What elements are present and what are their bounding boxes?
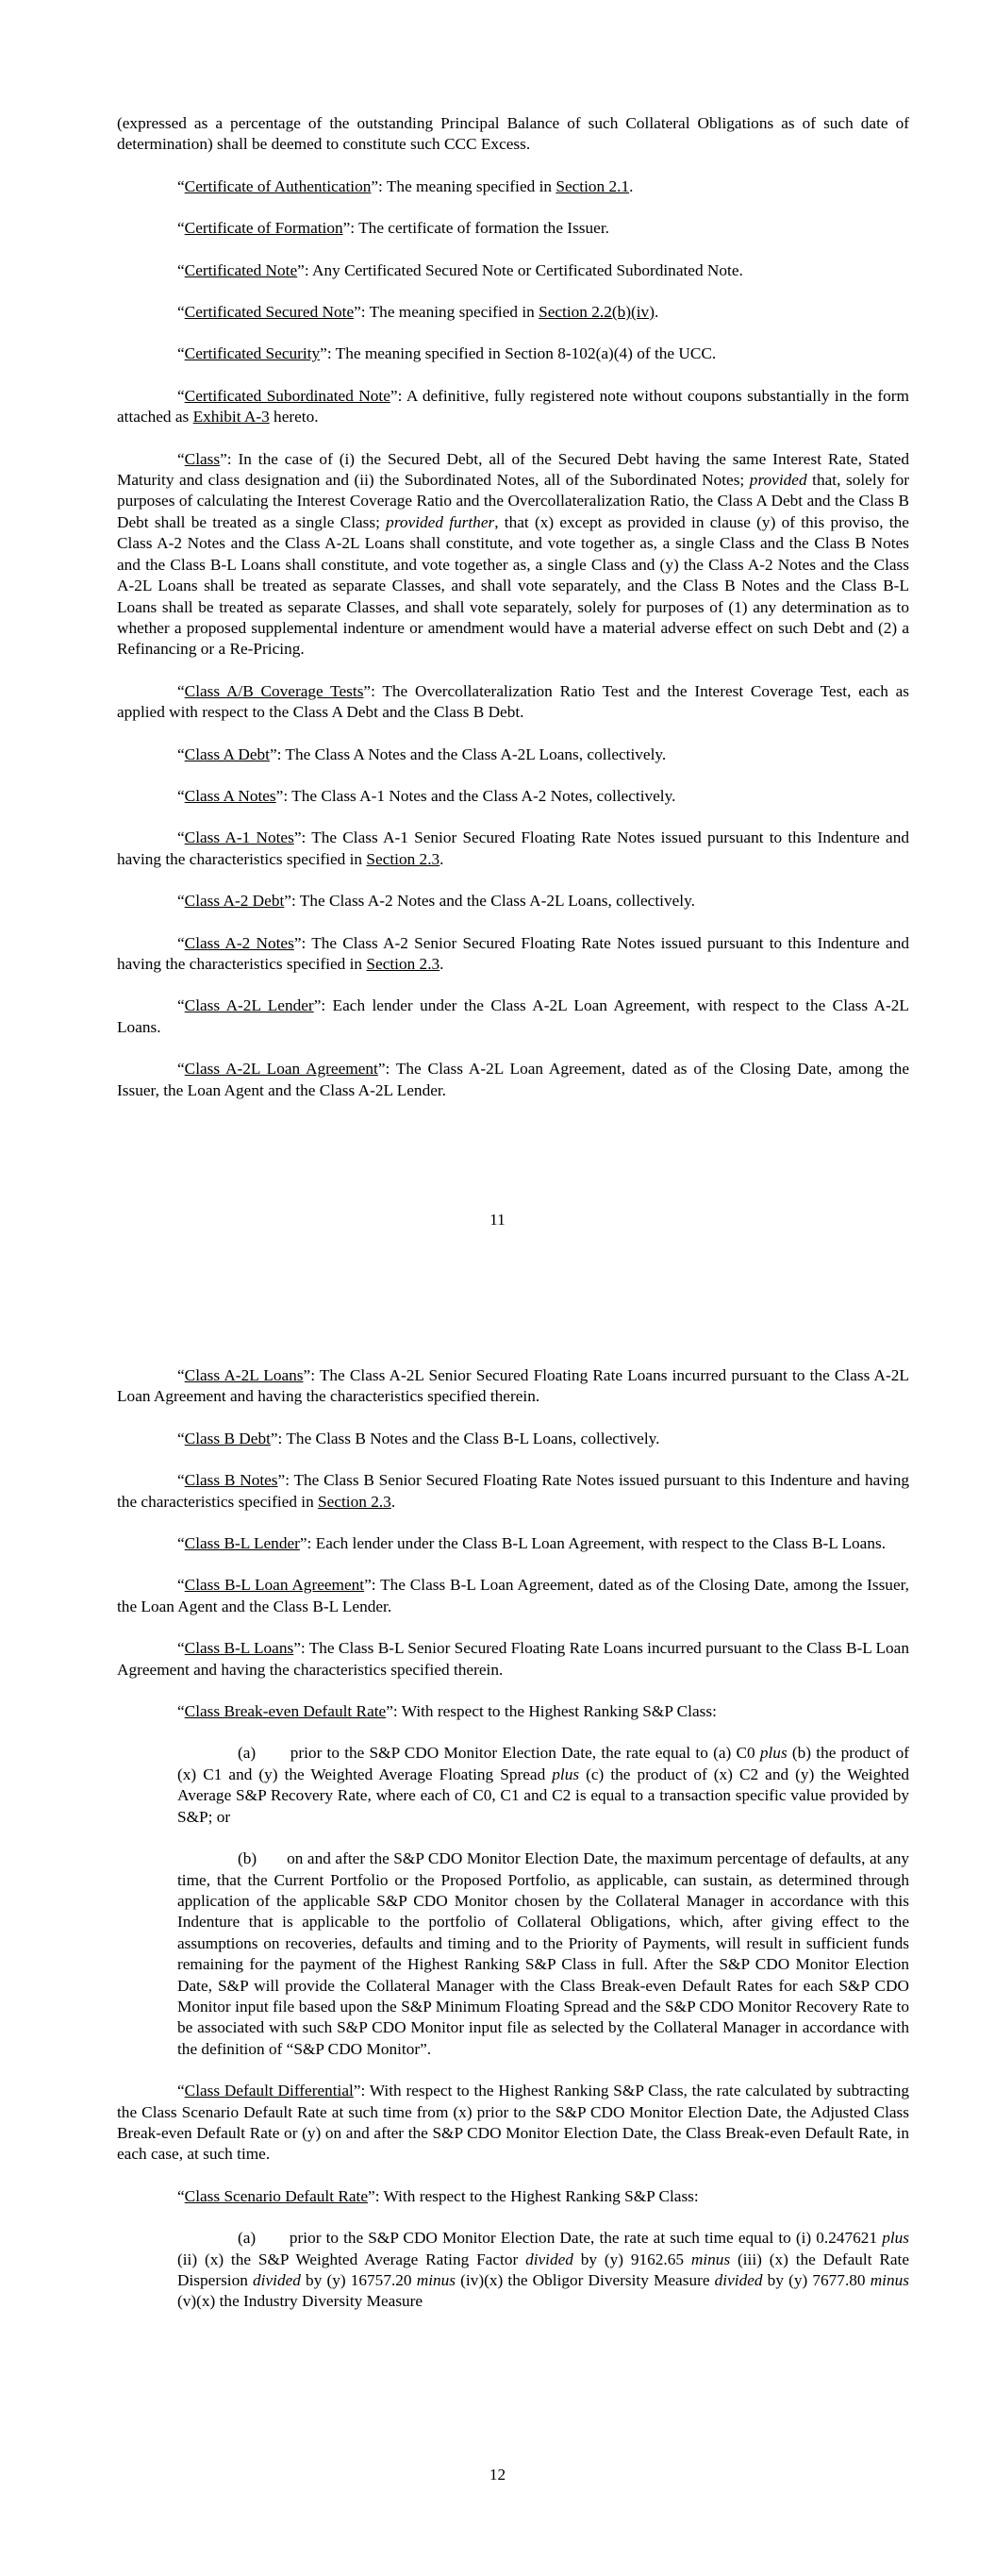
section-reference: Section 2.3 (318, 1492, 391, 1511)
defined-term: Class (184, 449, 221, 468)
defined-term: Class Scenario Default Rate (184, 2186, 369, 2205)
definition-class-bl-loans: “Class B-L Loans”: The Class B-L Senior Secured Floating Rate Loans incurred pursuant to the Class B-L Loan Agreement and having the characteristics specified therein. (117, 1639, 909, 1679)
definition-certificate-of-authentication: “Certificate of Authentication”: The meaning specified in Section 2.1. (177, 176, 634, 195)
page-12 (0, 1288, 995, 2576)
clause-label: (b) (238, 1849, 257, 1868)
definition-class: “Class”: In the case of (i) the Secured Debt, all of the Secured Debt having the same Interest Rate, Stated Maturity and class designation and (ii) the Subordinated Notes, all of the Subordinated Notes; provided that, solely for purposes of calculating the Interest Coverage Ratio and the Overcollateralization Ratio, the Class A Debt and the Class B Debt shall be treated as a single Class; provided further, that (x) except as provided in clause (y) of this proviso, the Class A-2 Notes and the Class A-2L Loans shall constitute, and vote together as, a single Class and the Class B Notes and the Class B-L Loans shall constitute, and vote together as, a single Class and (y) the Class A-2 Notes and the Class A-2L Loans shall be treated as separate Classes, and shall vote separately, and the Class B Notes and the Class B-L Loans shall be treated as separate Classes, and shall vote separately, solely for purposes of (1) any determination as to whether a proposed supplemental indenture or amendment would have a material adverse effect on such Debt and (2) a Refinancing or a Re-Pricing. (117, 449, 909, 659)
definition-class-b-notes: “Class B Notes”: The Class B Senior Secured Floating Rate Notes issued pursuant to this Indenture and having the characteristics specified in Section 2.3. (117, 1471, 909, 1511)
defined-term: Certificated Secured Note (184, 303, 355, 322)
defined-term: Class B-L Lender (184, 1534, 300, 1553)
defined-term: Class A-1 Notes (184, 828, 294, 847)
clause-scenario-a: (a) prior to the S&P CDO Monitor Election Date, the rate at such time equal to (i) 0.247621 plus (ii) (x) the S&P Weighted Average Rating Factor divided by (y) 9162.65 minus (iii) (x) the Default Rate Dispersion divided by (y) 16757.20 minus (iv)(x) the Obligor Diversity Measure divided by (y) 7677.80 minus (v)(x) the Industry Diversity Measure (177, 2229, 910, 2311)
page-body (117, 113, 909, 1122)
definition-class-bl-loan-agreement: “Class B-L Loan Agreement”: The Class B-L Loan Agreement, dated as of the Closing Date, among the Issuer, the Loan Agent and the Class B-L Lender. (117, 1576, 909, 1615)
defined-term: Class A-2L Loan Agreement (184, 1060, 378, 1079)
clause-label: (a) (238, 2229, 257, 2248)
definition-class-a2l-loan-agreement: “Class A-2L Loan Agreement”: The Class A-2L Loan Agreement, dated as of the Closing Date, among the Issuer, the Loan Agent and the Class A-2L Lender. (117, 1060, 909, 1099)
defined-term: Certificated Subordinated Note (184, 386, 390, 405)
defined-term: Class B Debt (184, 1429, 271, 1447)
defined-term: Class A/B Coverage Tests (184, 681, 364, 700)
section-reference: Section 2.3 (366, 849, 440, 868)
defined-term: Class A-2L Lender (184, 996, 314, 1015)
definition-class-ab-coverage-tests: “Class A/B Coverage Tests”: The Overcollateralization Ratio Test and the Interest Coverage Test, each as applied with respect to the Class A Debt and the Class B Debt. (117, 681, 909, 722)
clause-break-even-b: (b) on and after the S&P CDO Monitor Election Date, the maximum percentage of defaults, at any time, that the Current Portfolio or the Proposed Portfolio, as applicable, can sustain, as determined through application of the applicable S&P CDO Monitor chosen by the Collateral Manager in accordance with this Indenture that is applicable to the portfolio of Collateral Obligations, which, after giving effect to the assumptions on recoveries, defaults and timing and to the Priority of Payments, will result in sufficient funds remaining for the payment of the Highest Ranking S&P Class in full. After the S&P CDO Monitor Election Date, S&P will provide the Collateral Manager with the Class Break-even Default Rates for each S&P CDO Monitor input file based upon the S&P Minimum Floating Spread and the S&P CDO Monitor Recovery Rate to be associated with such S&P CDO Monitor input file as selected by the Collateral Manager in accordance with the definition of “S&P CDO Monitor”. (177, 1849, 909, 2058)
defined-term: Certificated Note (184, 260, 298, 279)
definition-certificated-subordinated-note: “Certificated Subordinated Note”: A definitive, fully registered note without coupons substantially in the form attached as Exhibit A-3 hereto. (117, 386, 909, 427)
definition-class-default-differential: “Class Default Differential”: With respect to the Highest Ranking S&P Class, the rate calculated by subtracting the Class Scenario Default Rate at such time from (x) prior to the S&P CDO Monitor Election Date, the Adjusted Class Break-even Default Rate or (y) on and after the S&P CDO Monitor Election Date, the Class Break-even Default Rate, in each case, at such time. (117, 2082, 909, 2164)
exhibit-reference: Exhibit A-3 (192, 408, 270, 427)
definition-certificated-secured-note: “Certificated Secured Note”: The meaning specified in Section 2.2(b)(iv). (177, 303, 659, 322)
definition-class-a-notes: “Class A Notes”: The Class A-1 Notes and the Class A-2 Notes, collectively. (177, 786, 676, 805)
definition-certificate-of-formation: “Certificate of Formation”: The certificate of formation the Issuer. (177, 219, 609, 238)
defined-term: Class Default Differential (184, 2082, 354, 2100)
definition-class-a2-notes: “Class A-2 Notes”: The Class A-2 Senior Secured Floating Rate Notes issued pursuant to this Indenture and having the characteristics specified in Section 2.3. (117, 933, 910, 973)
definition-class-a2-debt: “Class A-2 Debt”: The Class A-2 Notes and the Class A-2L Loans, collectively. (177, 892, 695, 911)
definition-certificated-note: “Certificated Note”: Any Certificated Secured Note or Certificated Subordinated Note. (177, 260, 743, 279)
defined-term: Certificate of Formation (184, 219, 343, 238)
clause-break-even-a: (a) prior to the S&P CDO Monitor Election Date, the rate equal to (a) C0 plus (b) the product of (x) C1 and (y) the Weighted Average Floating Spread plus (c) the product of (x) C2 and (y) the Weighted Average S&P Recovery Rate, where each of C0, C1 and C2 is equal to a transaction specific value provided by S&P; or (177, 1744, 909, 1826)
page-number: 12 (489, 2466, 506, 2484)
defined-term: Certificate of Authentication (184, 176, 372, 195)
defined-term: Class Break-even Default Rate (184, 1702, 387, 1721)
defined-term: Class A Debt (184, 744, 270, 763)
defined-term: Class B-L Loan Agreement (184, 1576, 365, 1595)
definition-class-bl-lender: “Class B-L Lender”: Each lender under the Class B-L Loan Agreement, with respect to the Class B-L Loans. (177, 1534, 887, 1553)
clause-label: (a) (238, 1744, 257, 1763)
definition-class-break-even-default-rate: “Class Break-even Default Rate”: With respect to the Highest Ranking S&P Class: (177, 1702, 717, 1721)
definition-class-a2l-lender: “Class A-2L Lender”: Each lender under the Class A-2L Loan Agreement, with respect to the Class A-2L Loans. (117, 996, 909, 1036)
definition-class-a1-notes: “Class A-1 Notes”: The Class A-1 Senior Secured Floating Rate Notes issued pursuant to this Indenture and having the characteristics specified in Section 2.3. (117, 828, 910, 868)
page-number: 11 (489, 1211, 506, 1229)
definition-class-b-debt: “Class B Debt”: The Class B Notes and the Class B-L Loans, collectively. (177, 1429, 660, 1447)
definition-certificated-security: “Certificated Security”: The meaning specified in Section 8-102(a)(4) of the UCC. (177, 344, 717, 363)
defined-term: Class A-2L Loans (184, 1366, 304, 1384)
page-body (117, 1365, 909, 2333)
defined-term: Certificated Security (184, 344, 321, 363)
section-reference: Section 2.1 (556, 176, 630, 195)
section-reference: Section 2.3 (366, 954, 440, 973)
defined-term: Class A Notes (184, 786, 276, 805)
section-reference: Section 2.2(b)(iv) (539, 303, 655, 322)
definition-class-a2l-loans: “Class A-2L Loans”: The Class A-2L Senior Secured Floating Rate Loans incurred pursuant to the Class A-2L Loan Agreement and having the characteristics specified therein. (117, 1366, 909, 1406)
definition-class-scenario-default-rate: “Class Scenario Default Rate”: With respect to the Highest Ranking S&P Class: (177, 2186, 699, 2205)
defined-term: Class A-2 Debt (184, 892, 285, 911)
defined-term: Class B Notes (184, 1471, 278, 1490)
continuation-paragraph: (expressed as a percentage of the outstanding Principal Balance of such Collateral Obligations as of such date of determination) shall be deemed to constitute such CCC Excess. (117, 114, 909, 154)
definition-class-a-debt: “Class A Debt”: The Class A Notes and the Class A-2L Loans, collectively. (177, 744, 667, 763)
defined-term: Class B-L Loans (184, 1639, 294, 1658)
defined-term: Class A-2 Notes (184, 933, 294, 952)
